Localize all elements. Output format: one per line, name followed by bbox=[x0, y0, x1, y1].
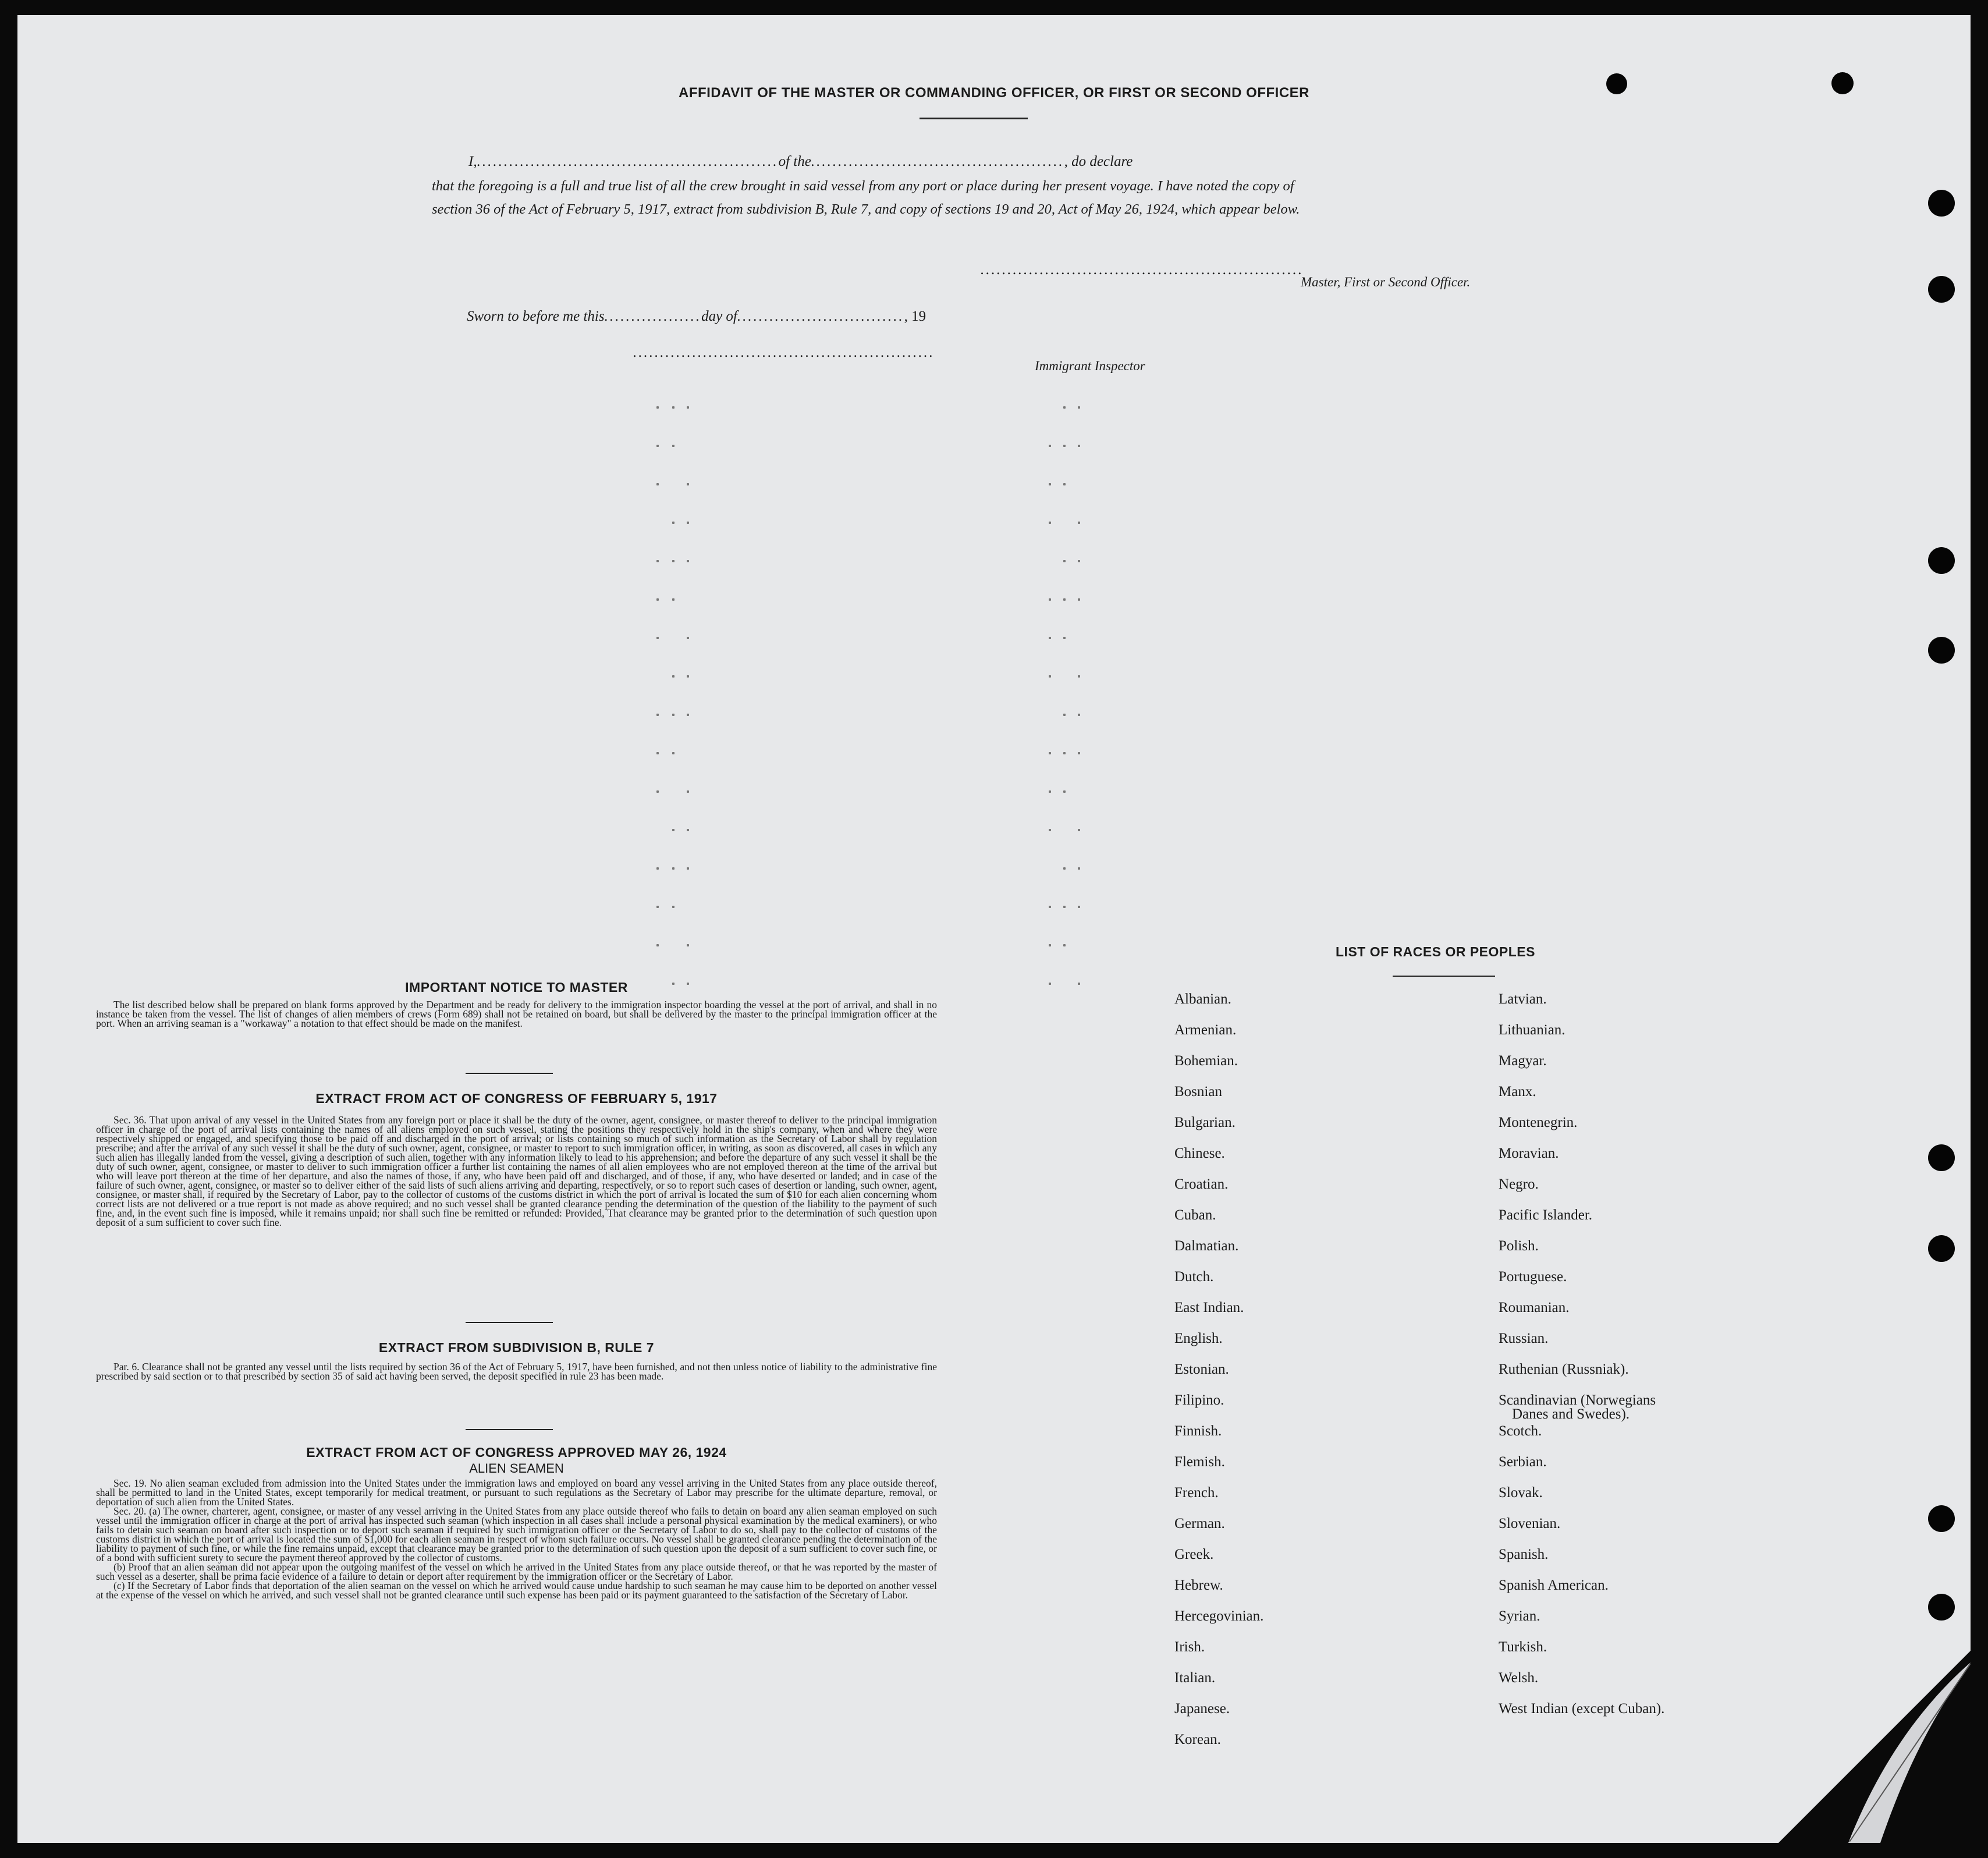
races-underline bbox=[1393, 976, 1495, 977]
punch-hole bbox=[1928, 1144, 1955, 1171]
race-item: French. bbox=[1174, 1485, 1219, 1501]
affidavit-line-1 bbox=[468, 154, 1533, 170]
race-item: Greek. bbox=[1174, 1547, 1214, 1562]
race-item: Scotch. bbox=[1499, 1423, 1542, 1439]
speck bbox=[1063, 483, 1066, 485]
speck bbox=[672, 445, 674, 447]
curled-corner bbox=[1778, 1651, 1971, 1843]
speck bbox=[1078, 445, 1080, 447]
speck bbox=[687, 790, 689, 793]
speck bbox=[1063, 598, 1066, 601]
rule7-title: EXTRACT FROM SUBDIVISION B, RULE 7 bbox=[378, 1340, 655, 1355]
speck bbox=[656, 944, 659, 946]
punch-hole bbox=[1928, 1505, 1955, 1532]
race-item: Scandinavian (Norwegians bbox=[1499, 1392, 1656, 1408]
section-divider bbox=[466, 1429, 553, 1430]
speck bbox=[672, 867, 674, 870]
sec-36-paragraph: Sec. 36. That upon arrival of any vessel in the United States from any foreign port or place it shall be the duty of the owner, agent, consignee, or master thereof to deliver to the principal immigration officer in charge of the port of arrival lists containing the names of all aliens employed on such vessel, stating the positions they respectively hold in the ship's company, when and where they were respectively shipped or engaged, and specifying those to be paid off and discharged in the port of arrival; or lists containing so much of such information as the Secretary of Labor shall by regulation prescribe; and after the arrival of any such vessel it shall be the duty of such owner, agent, consignee, or master to report to such immigration officer, in writing, as soon as discovered, all cases in which any such alien has illegally landed from the vessel, giving a description of such alien, together with any information likely to lead to his apprehension; and before the departure of any such vessel it shall be the duty of such owner, agent, consignee, or master to deliver to such immigration officer a further list containing the names of all alien employees who are not employed thereon at the time of the arrival but who will leave port thereon at the time of her departure, and also the names of those, if any, who have been paid off and discharged, and of those, if any, who have deserted or landed; and in case of the failure of such owner, agent, consignee, or master so to deliver either of the said lists of such aliens arriving and departing, respectively, or so to report such cases of desertion or landing, such owner, agent, consignee, or master shall, if required by the Secretary of Labor, pay to the collector of customs of the customs district in which the port of arrival is located the sum of $10 for each alien concerning whom correct lists are not delivered or a true report is not made as above required; and no such vessel shall be granted clearance pending the determination of the question of the liability to the payment of such fine, and, in the event such fine is imposed, while it remains unpaid; nor shall such fine be remitted or refunded: Provided, That clearance may be granted prior to the determination of such question upon deposit of a sum sufficient to cover such fine. bbox=[96, 1114, 937, 1228]
speck bbox=[687, 829, 689, 831]
race-item: Dutch. bbox=[1174, 1269, 1214, 1285]
speck bbox=[656, 637, 659, 639]
speck bbox=[672, 522, 674, 524]
extract-1917-title: EXTRACT FROM ACT OF CONGRESS OF FEBRUARY 5, 1917 bbox=[315, 1091, 718, 1106]
sec-19-paragraph: Sec. 19. No alien seaman excluded from admission into the United States under the immigration laws and employed on board any vessel arriving in the United States from any place outside thereof, shall be permitted to land in the United States, except temporarily for medical treatment, or pursuant to such regulations as the Secretary of Labor may prescribe for the ultimate departure, removal, or deportation of such alien from the United States. bbox=[96, 1477, 937, 1508]
speck bbox=[1063, 560, 1066, 562]
speck bbox=[672, 752, 674, 754]
speck bbox=[1063, 637, 1066, 639]
speck bbox=[1078, 867, 1080, 870]
race-item: Latvian. bbox=[1499, 991, 1547, 1007]
race-item: Albanian. bbox=[1174, 991, 1231, 1007]
year-label: , 19 bbox=[904, 309, 926, 324]
speck bbox=[1049, 983, 1051, 985]
inspector-signature-field[interactable]: ........................................................ bbox=[633, 345, 935, 360]
speck bbox=[656, 752, 659, 754]
master-caption: Master, First or Second Officer. bbox=[1301, 275, 1471, 289]
speck bbox=[1078, 829, 1080, 831]
race-item: Syrian. bbox=[1499, 1608, 1540, 1624]
speck bbox=[656, 906, 659, 908]
race-item: Armenian. bbox=[1174, 1022, 1237, 1038]
vessel-dotted-field[interactable]: ............................................... bbox=[811, 154, 1064, 169]
form-sheet bbox=[17, 15, 1971, 1843]
section-divider bbox=[466, 1073, 553, 1074]
speck bbox=[1063, 445, 1066, 447]
race-item: Welsh. bbox=[1499, 1670, 1539, 1686]
sec-20a-paragraph: Sec. 20. (a) The owner, charterer, agent, consignee, or master of any vessel arriving in the United States from any place outside thereof who fails to detain on board any alien seaman employed on such vessel until the immigration officer in charge at the port of arrival has inspected such seaman (which inspection in all cases shall include a personal physical examination by the medical examiners), or who fails to detain such seaman on board after such inspection or to deport such seaman if required by such immigration officer or the Secretary of Labor to do so, shall pay to the collector of customs of the customs district in which the port of arrival is located the sum of $1,000 for each alien seaman in respect of whom such failure occurs. No vessel shall be granted clearance pending the determination of the liability to payment of such fine, or while the fine remains unpaid, except that clearance may be granted prior to the determination of such question upon the deposit of a sum sufficient to cover such fine, or of a bond with sufficient surety to secure the payment thereof approved by the collector of customs. bbox=[96, 1505, 937, 1563]
notice-title: IMPORTANT NOTICE TO MASTER bbox=[405, 980, 628, 995]
speck bbox=[1078, 598, 1080, 601]
sworn-label: Sworn to before me this bbox=[467, 309, 605, 324]
race-item: Bosnian bbox=[1174, 1084, 1222, 1100]
speck bbox=[687, 944, 689, 946]
race-item: German. bbox=[1174, 1516, 1225, 1531]
speck bbox=[656, 445, 659, 447]
speck bbox=[687, 522, 689, 524]
speck bbox=[1049, 522, 1051, 524]
affidavit-line-3: section 36 of the Act of February 5, 1917, extract from subdivision B, Rule 7, and copy of sections 19 and 20, Act of May 26, 1924, which appear below. bbox=[432, 201, 1300, 217]
race-item: Japanese. bbox=[1174, 1701, 1230, 1717]
speck bbox=[1049, 829, 1051, 831]
speck bbox=[656, 560, 659, 562]
race-item: Hebrew. bbox=[1174, 1577, 1223, 1593]
speck bbox=[1063, 790, 1066, 793]
race-item: Chinese. bbox=[1174, 1146, 1225, 1161]
race-item: Spanish. bbox=[1499, 1547, 1549, 1562]
race-item: East Indian. bbox=[1174, 1300, 1244, 1316]
punch-hole bbox=[1928, 1594, 1955, 1621]
speck bbox=[656, 406, 659, 409]
affidavit-of-the-label: of the bbox=[778, 154, 811, 169]
speck bbox=[656, 714, 659, 716]
race-item: Danes and Swedes). bbox=[1512, 1406, 1630, 1422]
speck bbox=[687, 983, 689, 985]
race-item: Croatian. bbox=[1174, 1176, 1229, 1192]
speck bbox=[672, 829, 674, 831]
speck bbox=[1049, 598, 1051, 601]
race-item: Italian. bbox=[1174, 1670, 1216, 1686]
speck bbox=[656, 483, 659, 485]
speck bbox=[1049, 675, 1051, 678]
speck bbox=[1078, 983, 1080, 985]
speck bbox=[1078, 675, 1080, 678]
speck bbox=[1078, 906, 1080, 908]
affidavit-title: AFFIDAVIT OF THE MASTER OR COMMANDING OFFICER, OR FIRST OR SECOND OFFICER bbox=[678, 85, 1310, 101]
speck bbox=[672, 983, 674, 985]
speck bbox=[1063, 406, 1066, 409]
race-item: Montenegrin. bbox=[1499, 1115, 1578, 1130]
race-item: Bohemian. bbox=[1174, 1053, 1238, 1069]
speck bbox=[656, 598, 659, 601]
speck bbox=[1049, 445, 1051, 447]
race-item: Roumanian. bbox=[1499, 1300, 1570, 1316]
race-item: Filipino. bbox=[1174, 1392, 1224, 1408]
title-underline bbox=[920, 118, 1028, 119]
affidavit-declare-label: , do declare bbox=[1064, 154, 1133, 169]
race-item: Polish. bbox=[1499, 1238, 1539, 1254]
rule7-text bbox=[96, 1362, 937, 1381]
speck bbox=[687, 637, 689, 639]
sec-20b-paragraph: (b) Proof that an alien seaman did not appear upon the outgoing manifest of the vessel on which he arrived in the United States from any place outside thereof, or that he was reported by the master of such vessel as a deserter, shall be prima facie evidence of a failure to detain or deport after requirement by the immigration officer or the Secretary of Labor. bbox=[96, 1561, 937, 1582]
race-item: Estonian. bbox=[1174, 1361, 1229, 1377]
punch-hole bbox=[1928, 190, 1955, 217]
speck bbox=[1078, 752, 1080, 754]
race-item: Finnish. bbox=[1174, 1423, 1222, 1439]
race-item: West Indian (except Cuban). bbox=[1499, 1701, 1665, 1717]
speck bbox=[1049, 637, 1051, 639]
race-item: Spanish American. bbox=[1499, 1577, 1609, 1593]
speck bbox=[687, 406, 689, 409]
punch-hole bbox=[1928, 547, 1955, 574]
speck bbox=[1078, 522, 1080, 524]
par-6-paragraph: Par. 6. Clearance shall not be granted any vessel until the lists required by section 36 of the Act of February 5, 1917, have been furnished, and not then unless notice of liability to the administrative fine prescribed by said section or to that prescribed by section 35 of said act having been served, the deposit specified in rule 23 has been made. bbox=[96, 1361, 937, 1382]
race-item: Slovenian. bbox=[1499, 1516, 1561, 1531]
speck bbox=[1078, 406, 1080, 409]
speck bbox=[687, 483, 689, 485]
inspector-caption: Immigrant Inspector bbox=[1035, 359, 1145, 373]
race-item: Moravian. bbox=[1499, 1146, 1559, 1161]
name-dotted-field[interactable]: ........................................................ bbox=[477, 154, 779, 169]
master-signature-field[interactable]: ............................................................ bbox=[981, 262, 1304, 278]
sec-20c-paragraph: (c) If the Secretary of Labor finds that deportation of the alien seaman on the vessel on which he arrived would cause undue hardship to such seaman he may cause him to be deported on another vessel at the expense of the vessel on which he arrived, and such vessel shall not be granted clearance until such expense has been paid or its payment guaranteed to the satisfaction of the Secretary of Labor. bbox=[96, 1580, 937, 1601]
speck bbox=[1049, 944, 1051, 946]
speck bbox=[687, 675, 689, 678]
race-item: English. bbox=[1174, 1331, 1223, 1346]
race-item: Manx. bbox=[1499, 1084, 1536, 1100]
affidavit-i-label: I, bbox=[468, 154, 477, 169]
speck bbox=[687, 867, 689, 870]
extract-1924-text bbox=[96, 1478, 937, 1600]
race-item: Pacific Islander. bbox=[1499, 1207, 1593, 1223]
day-of-label: day of bbox=[701, 309, 737, 324]
punch-hole bbox=[1928, 276, 1955, 303]
speck bbox=[1049, 790, 1051, 793]
speck bbox=[1049, 906, 1051, 908]
race-item: Turkish. bbox=[1499, 1639, 1547, 1655]
race-item: Portuguese. bbox=[1499, 1269, 1567, 1285]
sworn-day-field[interactable]: .................. bbox=[604, 309, 702, 324]
speck bbox=[687, 714, 689, 716]
race-item: Russian. bbox=[1499, 1331, 1549, 1346]
speck bbox=[672, 906, 674, 908]
speck bbox=[1063, 752, 1066, 754]
race-item: Flemish. bbox=[1174, 1454, 1225, 1470]
affidavit-line-2: that the foregoing is a full and true list of all the crew brought in said vessel from any port or place during her present voyage. I have noted the copy of bbox=[432, 178, 1294, 194]
speck bbox=[672, 714, 674, 716]
race-item: Hercegovinian. bbox=[1174, 1608, 1264, 1624]
speck bbox=[1049, 483, 1051, 485]
race-item: Serbian. bbox=[1499, 1454, 1547, 1470]
race-item: Magyar. bbox=[1499, 1053, 1547, 1069]
races-title: LIST OF RACES OR PEOPLES bbox=[1336, 944, 1535, 959]
speck bbox=[672, 406, 674, 409]
race-item: Bulgarian. bbox=[1174, 1115, 1236, 1130]
speck bbox=[687, 560, 689, 562]
notice-paragraph: The list described below shall be prepared on blank forms approved by the Department and be ready for delivery to the immigration inspector boarding the vessel at the port of arrival, and shall in no instance be taken from the vessel. The list of changes of alien members of crews (Form 689) shall not be retained on board, but shall be delivered by the master to the principal immigration officer at the port. When an arriving seaman is a "workaway" a notation to that effect should be made on the manifest. bbox=[96, 999, 937, 1029]
notice-text bbox=[96, 1000, 937, 1028]
speck bbox=[672, 675, 674, 678]
speck bbox=[1063, 867, 1066, 870]
race-item: Dalmatian. bbox=[1174, 1238, 1239, 1254]
race-item: Slovak. bbox=[1499, 1485, 1543, 1501]
speck bbox=[1063, 944, 1066, 946]
extract-1917-text bbox=[96, 1115, 937, 1227]
speck bbox=[672, 560, 674, 562]
race-item: Korean. bbox=[1174, 1732, 1221, 1747]
speck bbox=[1063, 906, 1066, 908]
punch-hole bbox=[1928, 1235, 1955, 1262]
speck bbox=[1063, 714, 1066, 716]
speck bbox=[656, 867, 659, 870]
race-item: Negro. bbox=[1499, 1176, 1539, 1192]
race-item: Ruthenian (Russniak). bbox=[1499, 1361, 1629, 1377]
race-item: Lithuanian. bbox=[1499, 1022, 1565, 1038]
speck bbox=[1049, 752, 1051, 754]
extract-1924-title: EXTRACT FROM ACT OF CONGRESS APPROVED MAY 26, 1924 bbox=[306, 1445, 727, 1460]
sworn-line bbox=[467, 309, 926, 325]
sworn-month-field[interactable]: ............................... bbox=[737, 309, 904, 324]
race-item: Cuban. bbox=[1174, 1207, 1216, 1223]
punch-hole bbox=[1928, 637, 1955, 664]
speck bbox=[1078, 714, 1080, 716]
speck bbox=[672, 598, 674, 601]
speck bbox=[656, 790, 659, 793]
alien-seamen-subtitle: ALIEN SEAMEN bbox=[469, 1461, 564, 1476]
race-item: Irish. bbox=[1174, 1639, 1205, 1655]
section-divider bbox=[466, 1322, 553, 1323]
speck bbox=[1078, 560, 1080, 562]
